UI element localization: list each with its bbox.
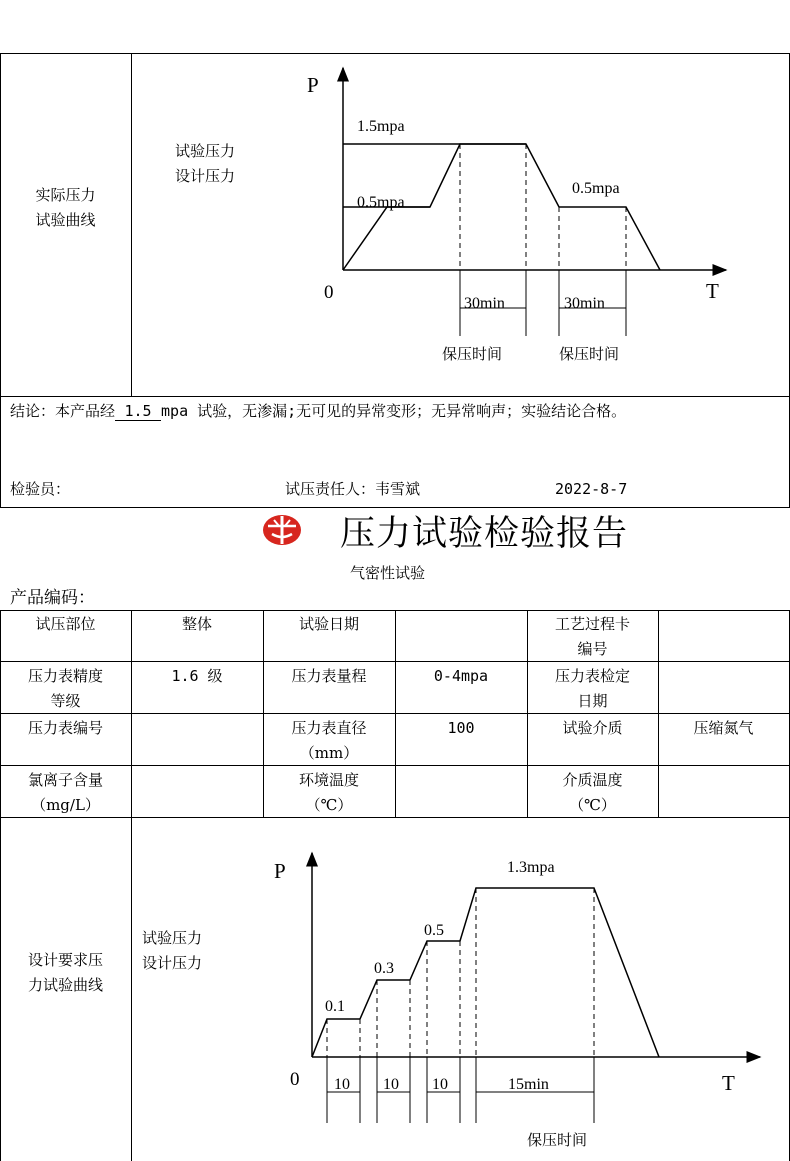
hold-time: 保压时间 [527,1133,588,1149]
test-date: 2022-8-7 [555,480,628,498]
origin-label: 0 [290,1069,300,1090]
label-0-3: 0.3 [374,960,394,977]
interval-10-1: 10 [334,1076,350,1093]
cell-gauge-accuracy-label: 压力表精度 等级 [27,667,103,710]
axis-p-label: P [274,859,286,883]
report-title: 压力试验检验报告 [340,514,629,554]
cell-test-part-label: 试压部位 [35,615,96,633]
design-pressure-chart [270,845,770,1155]
conclusion-prefix: 结论：本产品经 [10,402,116,420]
product-code-label: 产品编码： [10,588,95,608]
hold-time-2: 保压时间 [559,347,620,363]
actual-pressure-chart [300,60,740,370]
cell-test-medium-value: 压缩氮气 [693,719,754,737]
axis-p-label: P [307,73,319,97]
responsible-person: 试压责任人：韦雪斌 [285,480,421,498]
interval-10-2: 10 [383,1076,399,1093]
label-0-5mpa-left: 0.5mpa [357,194,405,211]
interval-30min-2: 30min [564,295,605,312]
axis-t-label: T [722,1071,735,1095]
actual-curve-row-label: 实际压力 试验曲线 [35,186,96,229]
report-subtitle: 气密性试验 [350,564,426,582]
cell-gauge-accuracy-value: 1.6 级 [171,667,223,685]
cell-gauge-range-label: 压力表量程 [291,667,367,685]
conclusion [10,399,626,424]
cell-test-part-value: 整体 [181,615,212,633]
company-logo [262,514,302,546]
label-1-5mpa: 1.5mpa [357,118,405,135]
hold-time-1: 保压时间 [442,347,503,363]
inspector-label: 检验员： [10,480,71,498]
interval-30min-1: 30min [464,295,505,312]
origin-label: 0 [324,282,334,303]
cell-medium-temp-label: 介质温度 （℃） [562,771,623,814]
label-0-5: 0.5 [424,922,444,939]
cell-test-date-label: 试验日期 [298,615,359,633]
cell-gauge-diameter-label: 压力表直径 （mm） [291,719,367,762]
design-curve-legend: 试验压力 设计压力 [142,929,203,972]
design-curve-row-label: 设计要求压 力试验曲线 [27,951,103,994]
pressure-curve [312,888,659,1057]
label-1-3mpa: 1.3mpa [507,859,555,876]
actual-curve-legend: 试验压力 设计压力 [175,142,236,185]
cell-gauge-range-value: 0-4mpa [433,667,489,685]
axis-t-label: T [706,279,719,303]
conclusion-value: 1.5 [115,403,161,421]
cell-gauge-diameter-value: 100 [447,719,475,737]
cell-ambient-temp-label: 环境温度 （℃） [298,771,359,814]
label-0-5mpa-right: 0.5mpa [572,180,620,197]
interval-15min: 15min [508,1076,549,1093]
cell-process-card-label: 工艺过程卡 编号 [554,615,630,658]
cell-chloride-label: 氯离子含量 （mg/L） [27,771,103,814]
conclusion-rest: mpa 试验，无渗漏;无可见的异常变形；无异常响声；实验结论合格。 [161,402,627,420]
cell-gauge-calibration-label: 压力表检定 日期 [554,667,630,710]
cell-test-medium-label: 试验介质 [562,719,623,737]
label-0-1: 0.1 [325,998,345,1015]
cell-gauge-number-label: 压力表编号 [27,719,103,737]
interval-10-3: 10 [432,1076,448,1093]
